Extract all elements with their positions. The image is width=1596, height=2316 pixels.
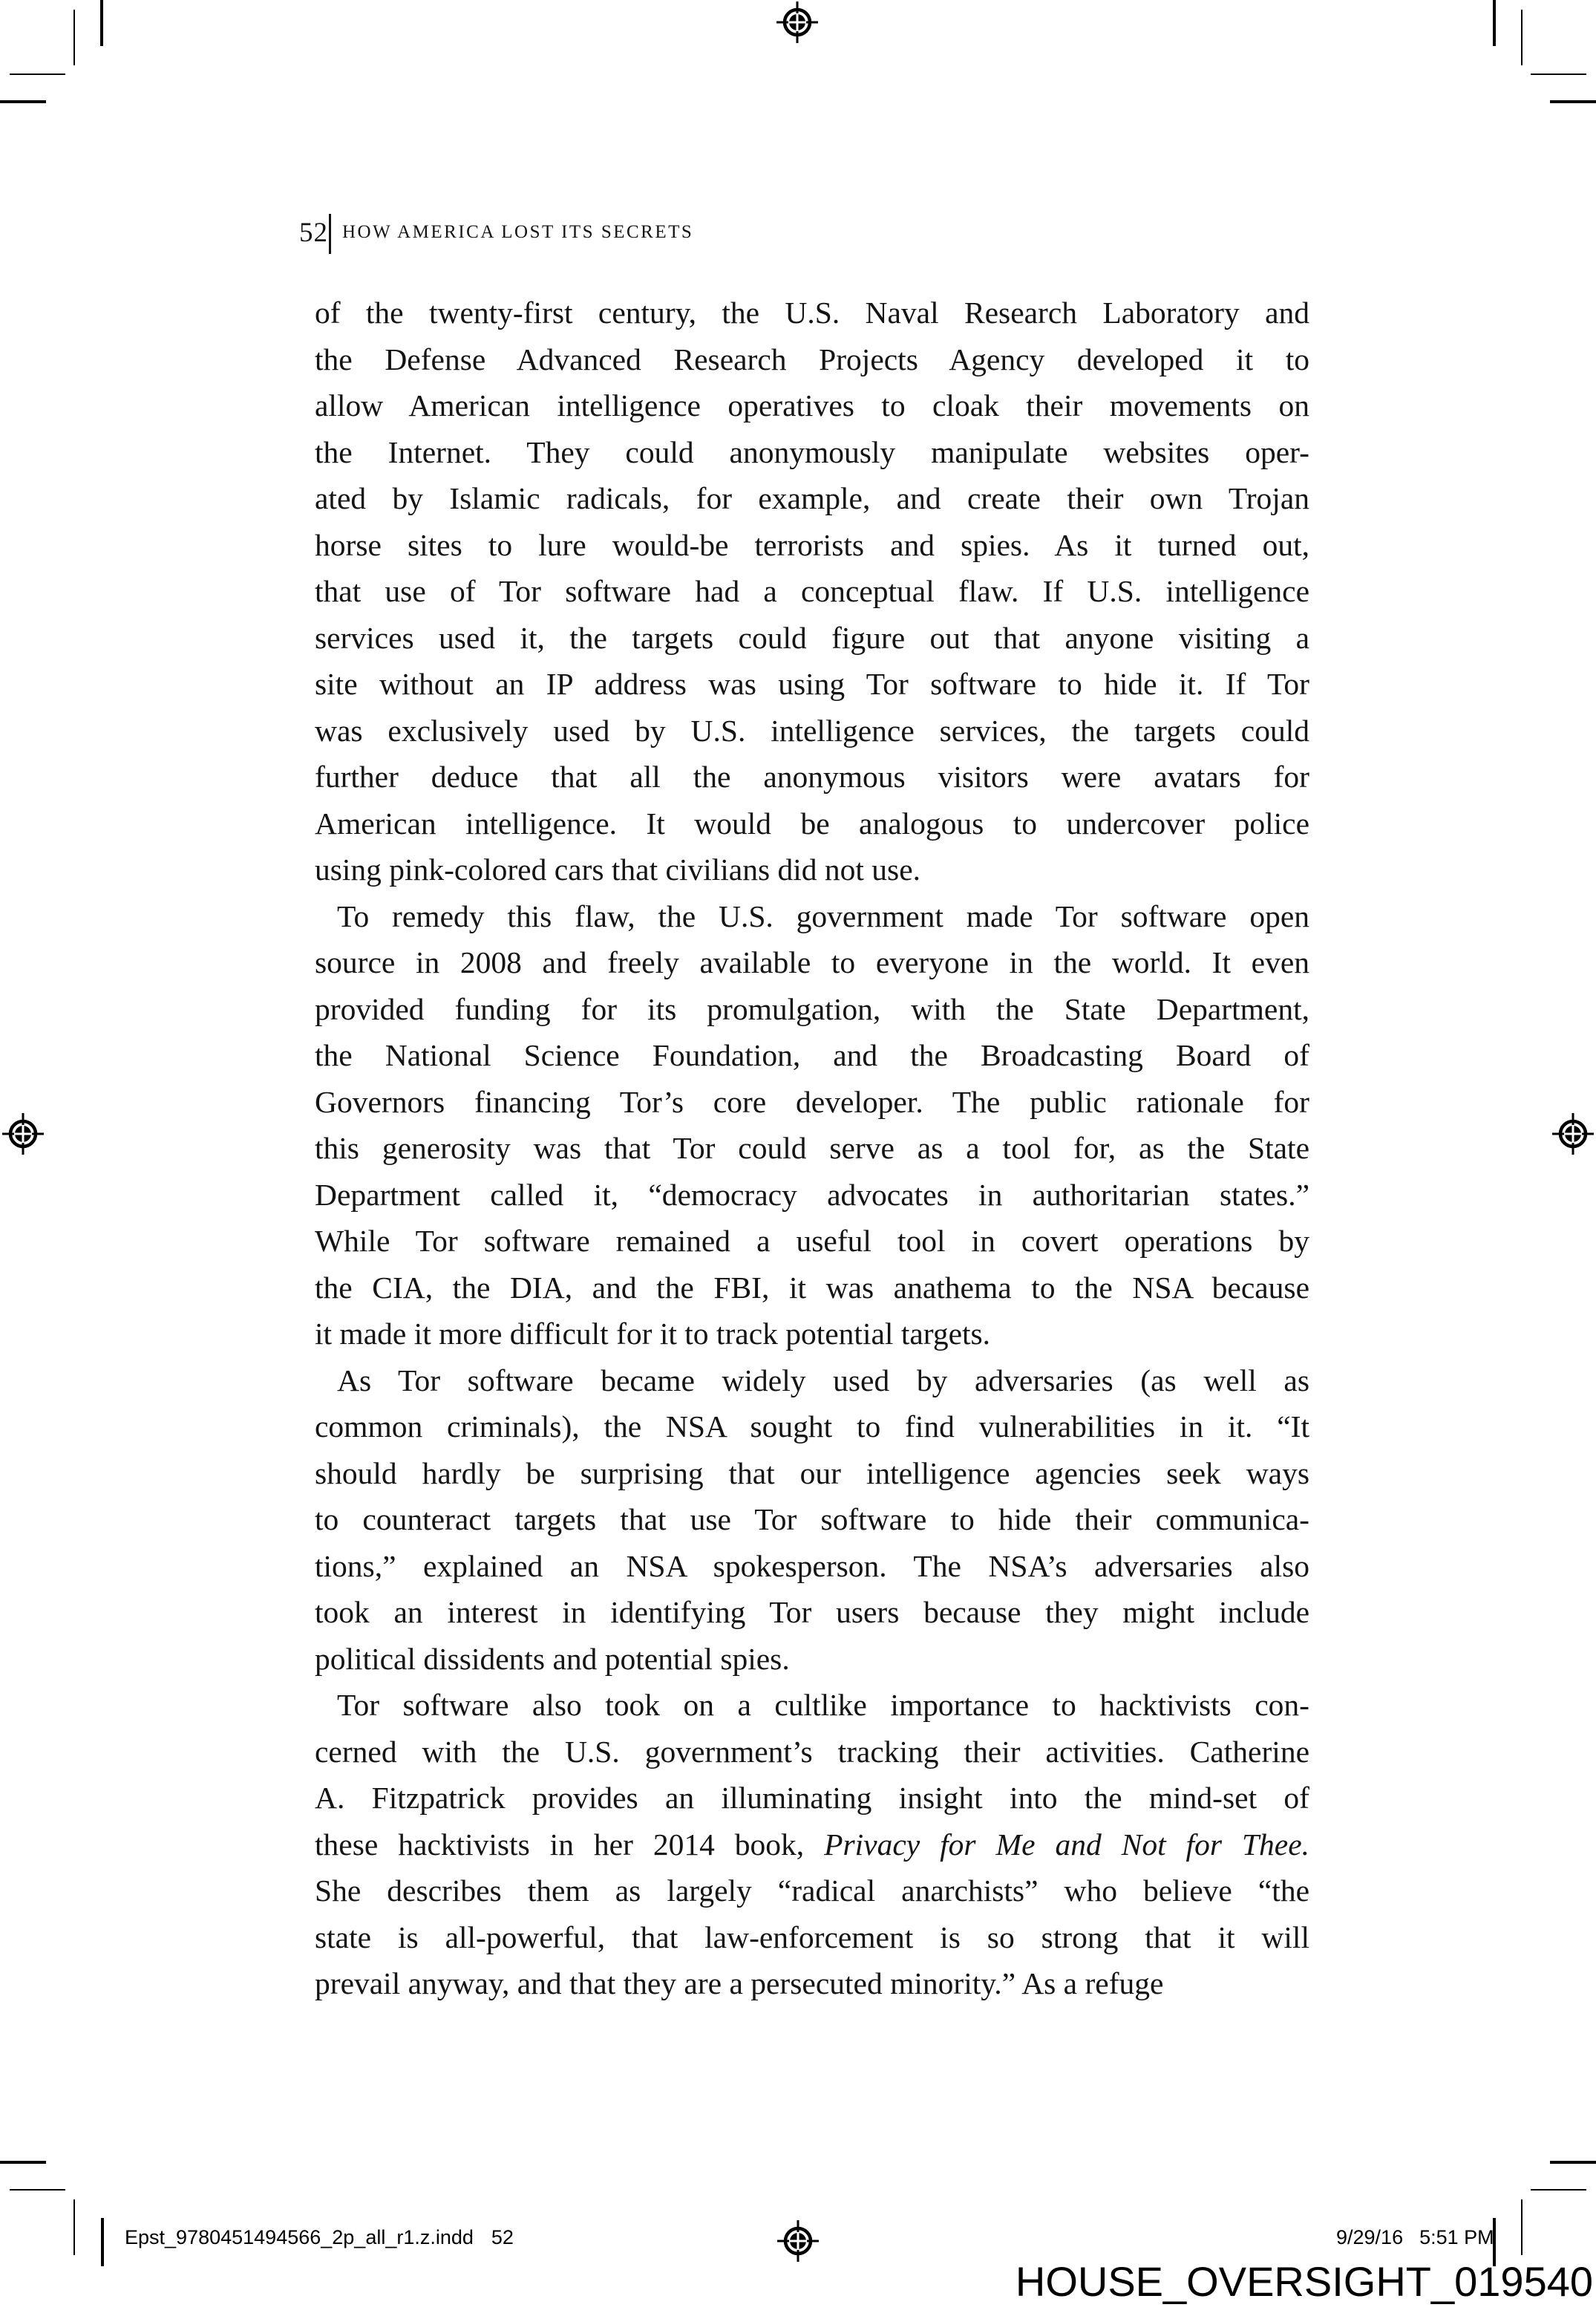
body-line: the Internet. They could anonymously manipulate websites oper- (315, 434, 1309, 469)
body-line: Department called it, “democracy advocates in authoritarian states.” (315, 1177, 1309, 1212)
body-line: using pink-colored cars that civilians did not use. (315, 852, 920, 887)
body-line: should hardly be surprising that our intelligence agencies seek ways (315, 1455, 1309, 1490)
crop-mark (10, 2189, 65, 2191)
body-line: prevail anyway, and that they are a persecuted minority.” As a refuge (315, 1966, 1164, 2000)
crop-mark (1531, 74, 1586, 75)
body-line: ated by Islamic radicals, for example, and create their own Trojan (315, 481, 1309, 515)
registration-mark-icon (1552, 1113, 1594, 1155)
body-line: the Defense Advanced Research Projects Agency developed it to (315, 342, 1309, 376)
crop-mark (10, 74, 65, 75)
bates-stamp: HOUSE_OVERSIGHT_019540 (1015, 2258, 1593, 2305)
body-line: the National Science Foundation, and the Broadcasting Board of (315, 1038, 1309, 1072)
crop-mark (0, 2161, 46, 2164)
body-line: Governors financing Tor’s core developer. The public rationale for (315, 1084, 1309, 1119)
header-separator-rule (329, 214, 331, 254)
body-line: site without an IP address was using Tor software to hide it. If Tor (315, 667, 1309, 701)
body-text (315, 290, 1309, 2007)
body-line: state is all-powerful, that law-enforcement is so strong that it will (315, 1919, 1309, 1954)
body-line: provided funding for its promulgation, with the State Department, (315, 991, 1309, 1026)
crop-mark (1550, 2161, 1596, 2164)
running-head-book-title: HOW AMERICA LOST ITS SECRETS (342, 222, 694, 242)
crop-mark (0, 100, 46, 103)
footer-page-number: 52 (491, 2226, 514, 2248)
body-line: took an interest in identifying Tor users because they might include (315, 1595, 1309, 1629)
header-page-number: 52 (299, 218, 328, 248)
footer-timestamp (1336, 2226, 1494, 2249)
body-line: horse sites to lure would-be terrorists and spies. As it turned out, (315, 527, 1309, 562)
crop-mark (73, 2199, 75, 2255)
body-line: of the twenty-first century, the U.S. Naval Research Laboratory and (315, 296, 1309, 330)
body-line: Tor software also took on a cultlike importance to hacktivists con- (337, 1688, 1309, 1722)
body-line: this generosity was that Tor could serve as a tool for, as the State (315, 1131, 1309, 1165)
body-line: While Tor software remained a useful tool in covert operations by (315, 1224, 1309, 1258)
crop-mark (73, 10, 75, 65)
registration-mark-icon (777, 2220, 819, 2262)
registration-mark-icon (776, 1, 818, 43)
body-line: it made it more difficult for it to track potential targets. (315, 1317, 991, 1351)
body-line: further deduce that all the anonymous visitors were avatars for (315, 760, 1309, 794)
body-line: To remedy this flaw, the U.S. government made Tor software open (337, 898, 1309, 933)
crop-mark (1550, 100, 1596, 103)
body-line: A. Fitzpatrick provides an illuminating insight into the mind-set of (315, 1781, 1309, 1815)
crop-mark (1521, 2199, 1523, 2255)
body-line: She describes them as largely “radical anarchists” who believe “the (315, 1873, 1309, 1908)
registration-mark-icon (2, 1113, 44, 1155)
crop-mark (101, 2218, 104, 2266)
footer-file-slug (125, 2226, 514, 2249)
body-line: As Tor software became widely used by adversaries (as well as (337, 1363, 1309, 1397)
footer-file-name: Epst_9780451494566_2p_all_r1.z.indd (125, 2226, 474, 2248)
crop-mark (1521, 10, 1523, 65)
body-line: cerned with the U.S. government’s tracking their activities. Catherine (315, 1734, 1309, 1769)
footer-time: 5:51 PM (1419, 2226, 1494, 2248)
body-line: that use of Tor software had a conceptual flaw. If U.S. intelligence (315, 574, 1309, 608)
body-line: tions,” explained an NSA spokesperson. The NSA’s adversaries also (315, 1548, 1309, 1583)
crop-mark (100, 0, 103, 46)
crop-mark (1531, 2189, 1586, 2191)
body-line: common criminals), the NSA sought to find vulnerabilities in it. “It (315, 1409, 1309, 1444)
body-line: American intelligence. It would be analogous to undercover police (315, 806, 1309, 841)
crop-mark (1493, 0, 1496, 46)
body-line: political dissidents and potential spies. (315, 1641, 790, 1676)
body-line: the CIA, the DIA, and the FBI, it was anathema to the NSA because (315, 1270, 1309, 1305)
body-line: services used it, the targets could figure out that anyone visiting a (315, 620, 1309, 655)
body-line: allow American intelligence operatives to cloak their movements on (315, 388, 1309, 423)
body-line: these hacktivists in her 2014 book, Privacy for Me and Not for Thee. (315, 1827, 1309, 1862)
body-line: was exclusively used by U.S. intelligence services, the targets could (315, 713, 1309, 748)
body-line: source in 2008 and freely available to everyone in the world. It even (315, 945, 1309, 979)
body-line: to counteract targets that use Tor software to hide their communica- (315, 1502, 1309, 1536)
footer-date: 9/29/16 (1336, 2226, 1404, 2248)
